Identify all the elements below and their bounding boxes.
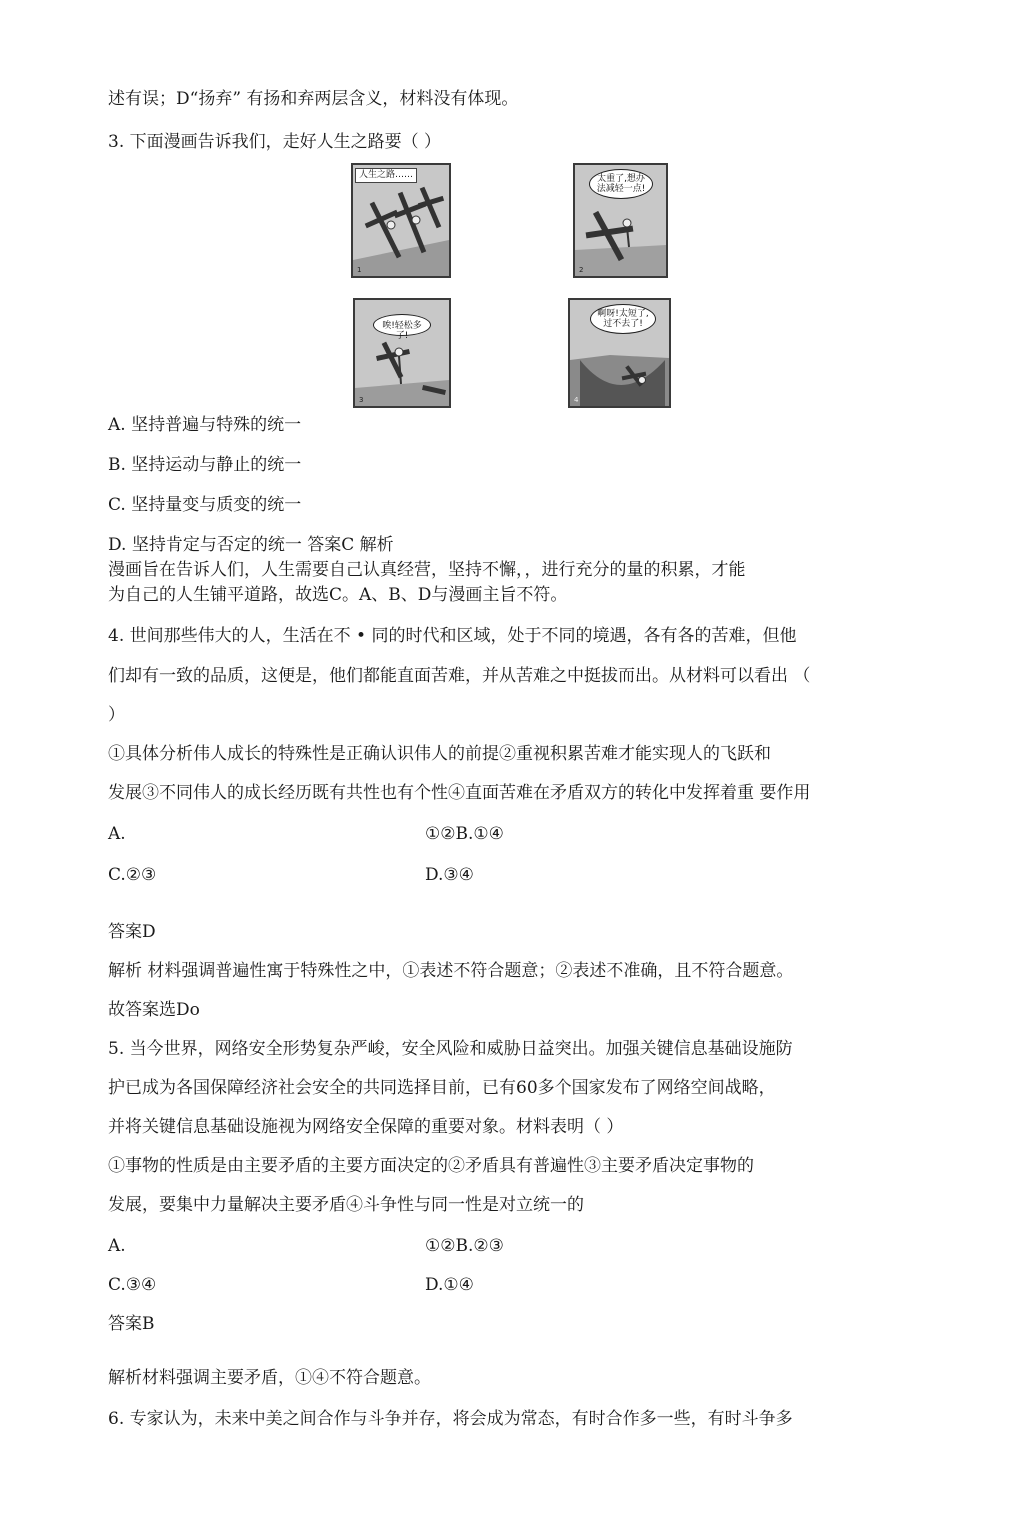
comic-panel-1-number: 1 xyxy=(357,266,362,274)
question-5-stem: 5. 当今世界，网络安全形势复杂严峻，安全风险和威胁日益突出。加强关键信息基础设施防 xyxy=(108,1039,793,1059)
question-5-stem: 护已成为各国保障经济社会安全的共同选择目前，已有60多个国家发布了网络空间战略， xyxy=(108,1078,776,1098)
comic-panel-2 xyxy=(573,163,668,278)
question-4-stem: ） xyxy=(108,705,125,725)
comic-panel-4-number: 4 xyxy=(574,396,579,404)
explanation-line: 为自己的人生铺平道路，故选C。A、B、D与漫画主旨不符。 xyxy=(108,585,568,605)
comic-panel-1 xyxy=(351,163,451,278)
answer: 答案D xyxy=(108,922,156,942)
option-ab: ①②B.①④ xyxy=(425,824,504,844)
comic-panel-1-caption: 人生之路…… xyxy=(355,168,417,183)
option-a: A. xyxy=(108,1236,126,1256)
option-d: D.③④ xyxy=(425,865,474,885)
comic-panel-2-speech-bubble: 太重了,想办法减轻一点! xyxy=(589,169,653,199)
comic-panel-4 xyxy=(568,298,671,408)
comic-panel-3 xyxy=(353,298,451,408)
option-a: A. 坚持普遍与特殊的统一 xyxy=(108,415,302,435)
question-5-statements: 发展，要集中力量解决主要矛盾④斗争性与同一性是对立统一的 xyxy=(108,1195,584,1215)
text-line: 述有误；D“扬弃” 有扬和弃两层含义，材料没有体现。 xyxy=(108,89,519,109)
explanation-line: 故答案选Do xyxy=(108,1000,200,1020)
question-5-stem: 并将关键信息基础设施视为网络安全保障的重要对象。材料表明（ ） xyxy=(108,1117,624,1137)
option-d-with-answer: D. 坚持肯定与否定的统一 答案C 解析 xyxy=(108,535,394,555)
explanation-line: 漫画旨在告诉人们，人生需要自己认真经营，坚持不懈，，进行充分的量的积累，才能 xyxy=(108,560,746,580)
question-4-statements: 发展③不同伟人的成长经历既有共性也有个性④直面苦难在矛盾双方的转化中发挥着重 要作用 xyxy=(108,783,811,803)
option-a: A. xyxy=(108,824,126,844)
comic-panel-3-speech-bubble: 唉!轻松多了! xyxy=(373,314,431,336)
question-4-stem: 4. 世间那些伟大的人，生活在不 • 同的时代和区域，处于不同的境遇，各有各的苦难，但他 xyxy=(108,626,797,646)
option-c: C. 坚持量变与质变的统一 xyxy=(108,495,302,515)
comic-panel-4-speech-bubble: 啊呀!太短了,过不去了! xyxy=(590,304,656,334)
question-5-statements: ①事物的性质是由主要矛盾的主要方面决定的②矛盾具有普遍性③主要矛盾决定事物的 xyxy=(108,1156,754,1176)
option-ab: ①②B.②③ xyxy=(425,1236,504,1256)
option-b: B. 坚持运动与静止的统一 xyxy=(108,455,302,475)
answer: 答案B xyxy=(108,1314,155,1334)
option-d: D.①④ xyxy=(425,1275,474,1295)
comic-panel-3-number: 3 xyxy=(359,396,364,404)
explanation-line: 解析材料强调主要矛盾，①④不符合题意。 xyxy=(108,1368,431,1388)
option-c: C.②③ xyxy=(108,865,157,885)
question-3-stem: 3. 下面漫画告诉我们，走好人生之路要（ ） xyxy=(108,132,442,152)
question-4-statements: ①具体分析伟人成长的特殊性是正确认识伟人的前提②重视积累苦难才能实现人的飞跃和 xyxy=(108,744,771,764)
comic-panel-2-number: 2 xyxy=(579,266,584,274)
option-c: C.③④ xyxy=(108,1275,157,1295)
question-4-stem: 们却有一致的品质，这便是，他们都能直面苦难，并从苦难之中挺拔而出。从材料可以看出 （ xyxy=(108,666,811,686)
question-6-stem: 6. 专家认为，未来中美之间合作与斗争并存，将会成为常态，有时合作多一些，有时斗争多 xyxy=(108,1409,793,1429)
explanation-line: 解析 材料强调普遍性寓于特殊性之中，①表述不符合题意；②表述不准确，且不符合题意。 xyxy=(108,961,794,981)
